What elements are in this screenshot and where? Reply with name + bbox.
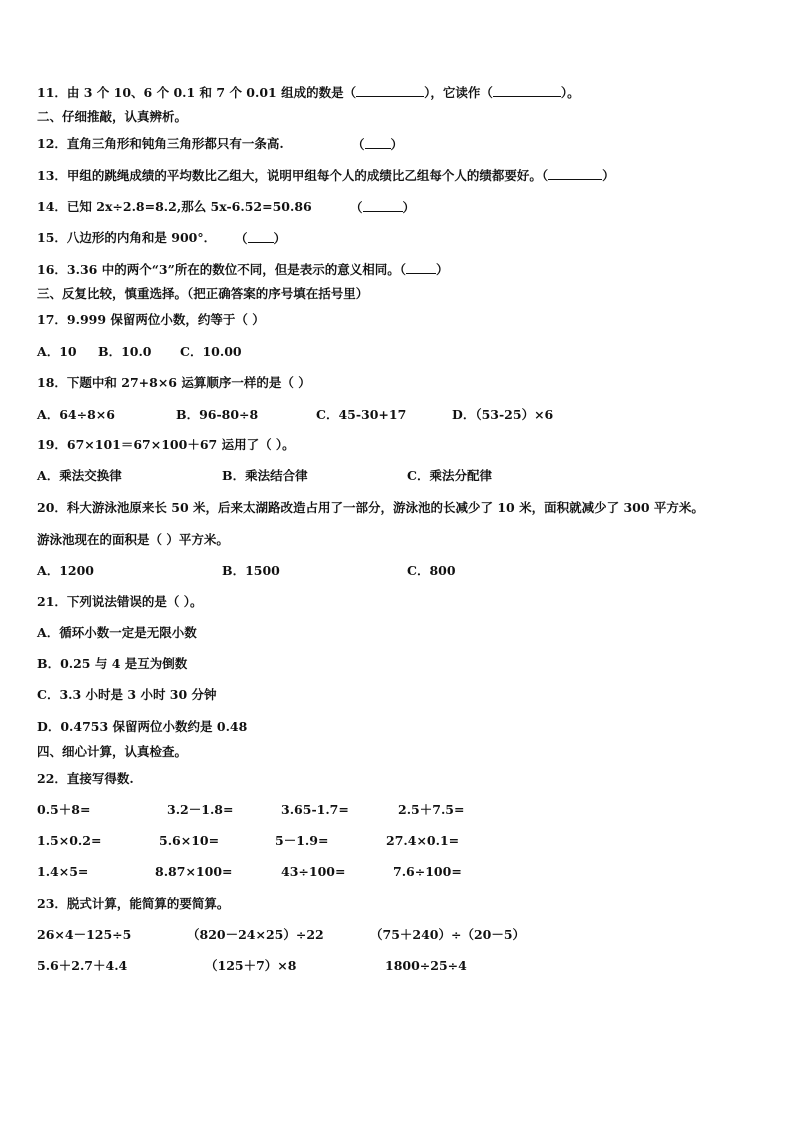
question-15-answer[interactable] xyxy=(235,230,286,247)
bracket-open: （ xyxy=(235,231,248,246)
calc-item: 26×4－125÷5 xyxy=(37,927,132,942)
answer-blank[interactable] xyxy=(365,136,391,149)
section-4-heading: 四、细心计算，认真检查。 xyxy=(37,744,188,759)
calc-item: 5.6＋2.7＋4.4 xyxy=(37,958,128,973)
calc-item: 5.6×10= xyxy=(159,833,220,848)
answer-blank[interactable] xyxy=(248,230,274,243)
option-b[interactable]: B．0.25 与 4 是互为倒数 xyxy=(37,656,188,671)
answer-blank[interactable] xyxy=(363,199,403,212)
question-11-text-c: ）。 xyxy=(560,85,580,100)
calc-item: 1.4×5= xyxy=(37,864,89,879)
question-12-answer[interactable] xyxy=(352,136,403,153)
calc-item: 43÷100= xyxy=(281,864,346,879)
answer-blank[interactable] xyxy=(356,84,424,97)
question-11-text-a: 11．由 3 个 10、6 个 0.1 和 7 个 0.01 组成的数是（ xyxy=(37,85,357,100)
option-c[interactable]: C．3.3 小时是 3 小时 30 分钟 xyxy=(37,687,217,702)
calc-item: 8.87×100= xyxy=(155,864,233,879)
calc-item: 5－1.9= xyxy=(275,833,329,848)
calc-item: 1.5×0.2= xyxy=(37,833,102,848)
calc-item: 2.5＋7.5= xyxy=(398,802,465,817)
question-21: 21．下列说法错误的是（ ）。 xyxy=(37,594,203,609)
question-13 xyxy=(37,167,615,184)
question-16-text: 16．3.36 中的两个“3”所在的数位不同，但是表示的意义相同。（ xyxy=(37,262,407,277)
option-a[interactable]: A．循环小数一定是无限小数 xyxy=(37,625,197,640)
calc-item: 7.6÷100= xyxy=(393,864,462,879)
bracket-open: （ xyxy=(350,200,363,215)
option-b[interactable]: B．10.0 xyxy=(98,344,152,359)
calc-item: （125＋7）×8 xyxy=(205,958,297,973)
question-22: 22．直接写得数. xyxy=(37,771,134,786)
option-b[interactable]: B．96-80÷8 xyxy=(176,407,259,422)
question-11-text-b: ），它读作（ xyxy=(424,85,493,100)
bracket-open: （ xyxy=(352,137,365,152)
calc-item: （820－24×25）÷22 xyxy=(187,927,324,942)
calc-item: 27.4×0.1= xyxy=(386,833,460,848)
calc-item: 3.65-1.7= xyxy=(281,802,349,817)
calc-item: 0.5＋8= xyxy=(37,802,91,817)
question-23: 23．脱式计算，能简算的要简算。 xyxy=(37,896,230,911)
bracket-close: ） xyxy=(390,137,404,152)
answer-blank[interactable] xyxy=(548,167,602,180)
option-b[interactable]: B．1500 xyxy=(222,563,280,578)
answer-blank[interactable] xyxy=(493,84,561,97)
question-20-line-2: 游泳池现在的面积是（ ）平方米。 xyxy=(37,532,229,547)
question-14: 14．已知 2x÷2.8=8.2,那么 5x-6.52=50.86 xyxy=(37,199,312,214)
option-a[interactable]: A．1200 xyxy=(37,563,94,578)
question-19: 19．67×101＝67×100＋67 运用了（ ）。 xyxy=(37,437,295,452)
option-b[interactable]: B．乘法结合律 xyxy=(222,468,308,483)
option-a[interactable]: A．乘法交换律 xyxy=(37,468,122,483)
calc-item: 1800÷25÷4 xyxy=(385,958,467,973)
question-14-answer[interactable] xyxy=(350,199,415,216)
answer-blank[interactable] xyxy=(406,261,436,274)
question-18: 18．下题中和 27+8×6 运算顺序一样的是（ ） xyxy=(37,375,311,390)
question-17: 17．9.999 保留两位小数，约等于（ ） xyxy=(37,312,265,327)
question-15: 15．八边形的内角和是 900°． xyxy=(37,230,217,245)
question-16 xyxy=(37,261,449,278)
option-d[interactable]: D．（53-25）×6 xyxy=(452,407,554,422)
question-20-line-1: 20．科大游泳池原来长 50 米，后来太湖路改造占用了一部分，游泳池的长减少了 10 米，面积就减少了 300 平方米。 xyxy=(37,500,704,515)
option-c[interactable]: C．10.00 xyxy=(180,344,242,359)
option-c[interactable]: C．45-30+17 xyxy=(316,407,407,422)
section-2-heading: 二、仔细推敲，认真辨析。 xyxy=(37,109,188,124)
question-13-text: 13．甲组的跳绳成绩的平均数比乙组大，说明甲组每个人的成绩比乙组每个人的绩都要好。（ xyxy=(37,168,549,183)
bracket-close: ） xyxy=(402,200,416,215)
calc-item: 3.2－1.8= xyxy=(167,802,234,817)
option-a[interactable]: A．64÷8×6 xyxy=(37,407,115,422)
section-3-heading: 三、反复比较，慎重选择。（把正确答案的序号填在括号里） xyxy=(37,286,369,301)
option-c[interactable]: C．乘法分配律 xyxy=(407,468,492,483)
question-12: 12．直角三角形和钝角三角形都只有一条高. xyxy=(37,136,284,151)
bracket-close: ） xyxy=(273,231,287,246)
bracket-close: ） xyxy=(602,168,615,183)
option-a[interactable]: A．10 xyxy=(37,344,77,359)
option-d[interactable]: D．0.4753 保留两位小数约是 0.48 xyxy=(37,719,248,734)
calc-item: （75＋240）÷（20－5） xyxy=(370,927,526,942)
question-11 xyxy=(37,84,580,101)
bracket-close: ） xyxy=(436,262,449,277)
option-c[interactable]: C．800 xyxy=(407,563,456,578)
